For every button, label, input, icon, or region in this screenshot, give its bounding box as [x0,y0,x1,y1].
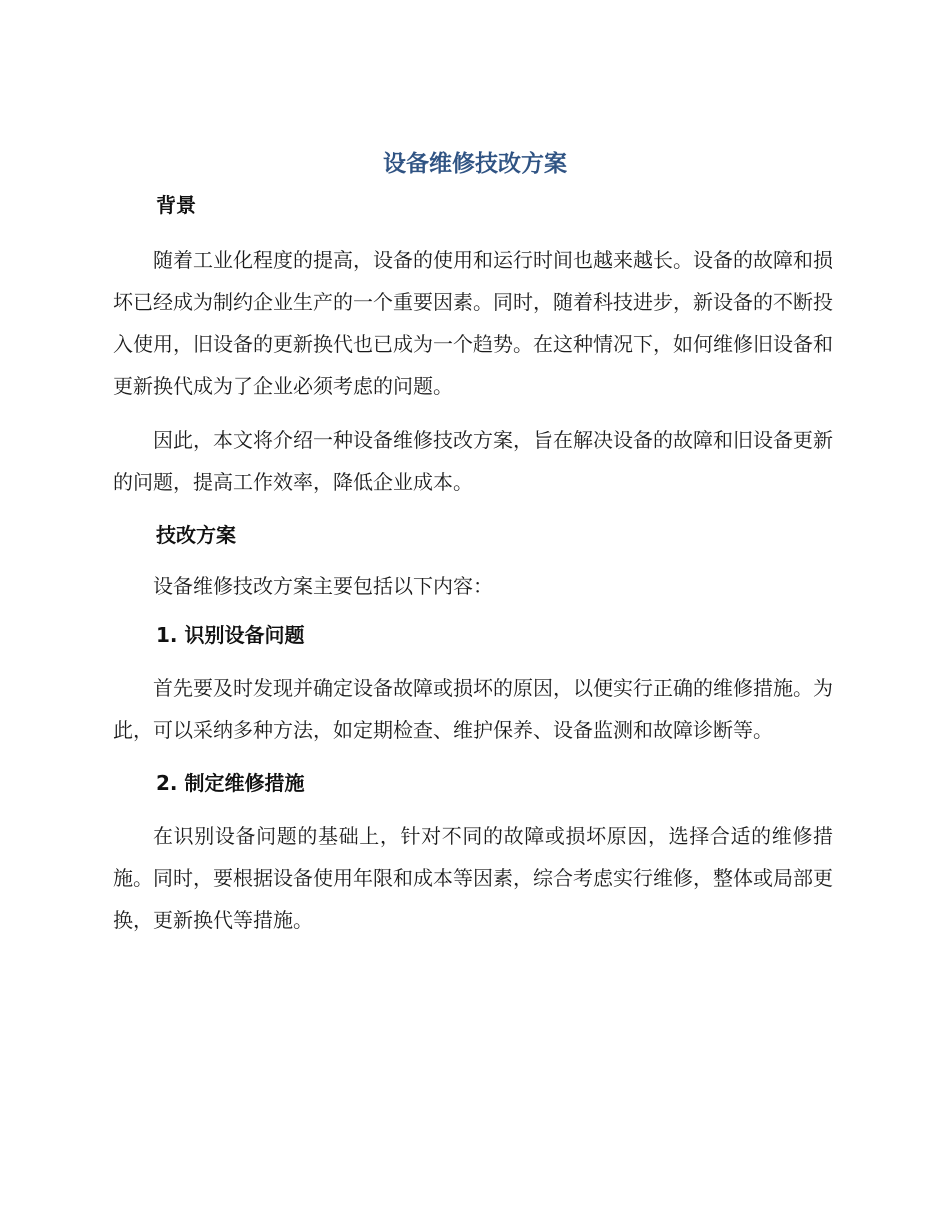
document-title: 设备维修技改方案 [383,151,567,177]
plan-intro-paragraph: 设备维修技改方案主要包括以下内容： [153,574,493,598]
step-heading-measures: 2. 制定维修措施 [156,771,305,795]
step-paragraph-identify: 首先要及时发现并确定设备故障或损坏的原因，以便实行正确的维修措施。为此，可以采纳多种方法，如定期检查、维护保养、设备监测和故障诊断等。 [113,676,833,742]
section-heading-background: 背景 [156,193,196,217]
background-paragraph-1: 随着工业化程度的提高，设备的使用和运行时间也越来越长。设备的故障和损坏已经成为制约企业生产的一个重要因素。同时，随着科技进步，新设备的不断投入使用，旧设备的更新换代也已成为一个趋势。在这种情况下，如何维修旧设备和更新换代成为了企业必须考虑的问题。 [113,248,833,398]
step-paragraph-measures: 在识别设备问题的基础上，针对不同的故障或损坏原因，选择合适的维修措施。同时，要根据设备使用年限和成本等因素，综合考虑实行维修，整体或局部更换，更新换代等措施。 [113,824,833,932]
background-paragraph-2: 因此，本文将介绍一种设备维修技改方案，旨在解决设备的故障和旧设备更新的问题，提高工作效率，降低企业成本。 [113,428,833,494]
document-body [113,187,833,941]
step-heading-identify: 1. 识别设备问题 [156,623,305,647]
section-heading-plan: 技改方案 [156,523,236,547]
